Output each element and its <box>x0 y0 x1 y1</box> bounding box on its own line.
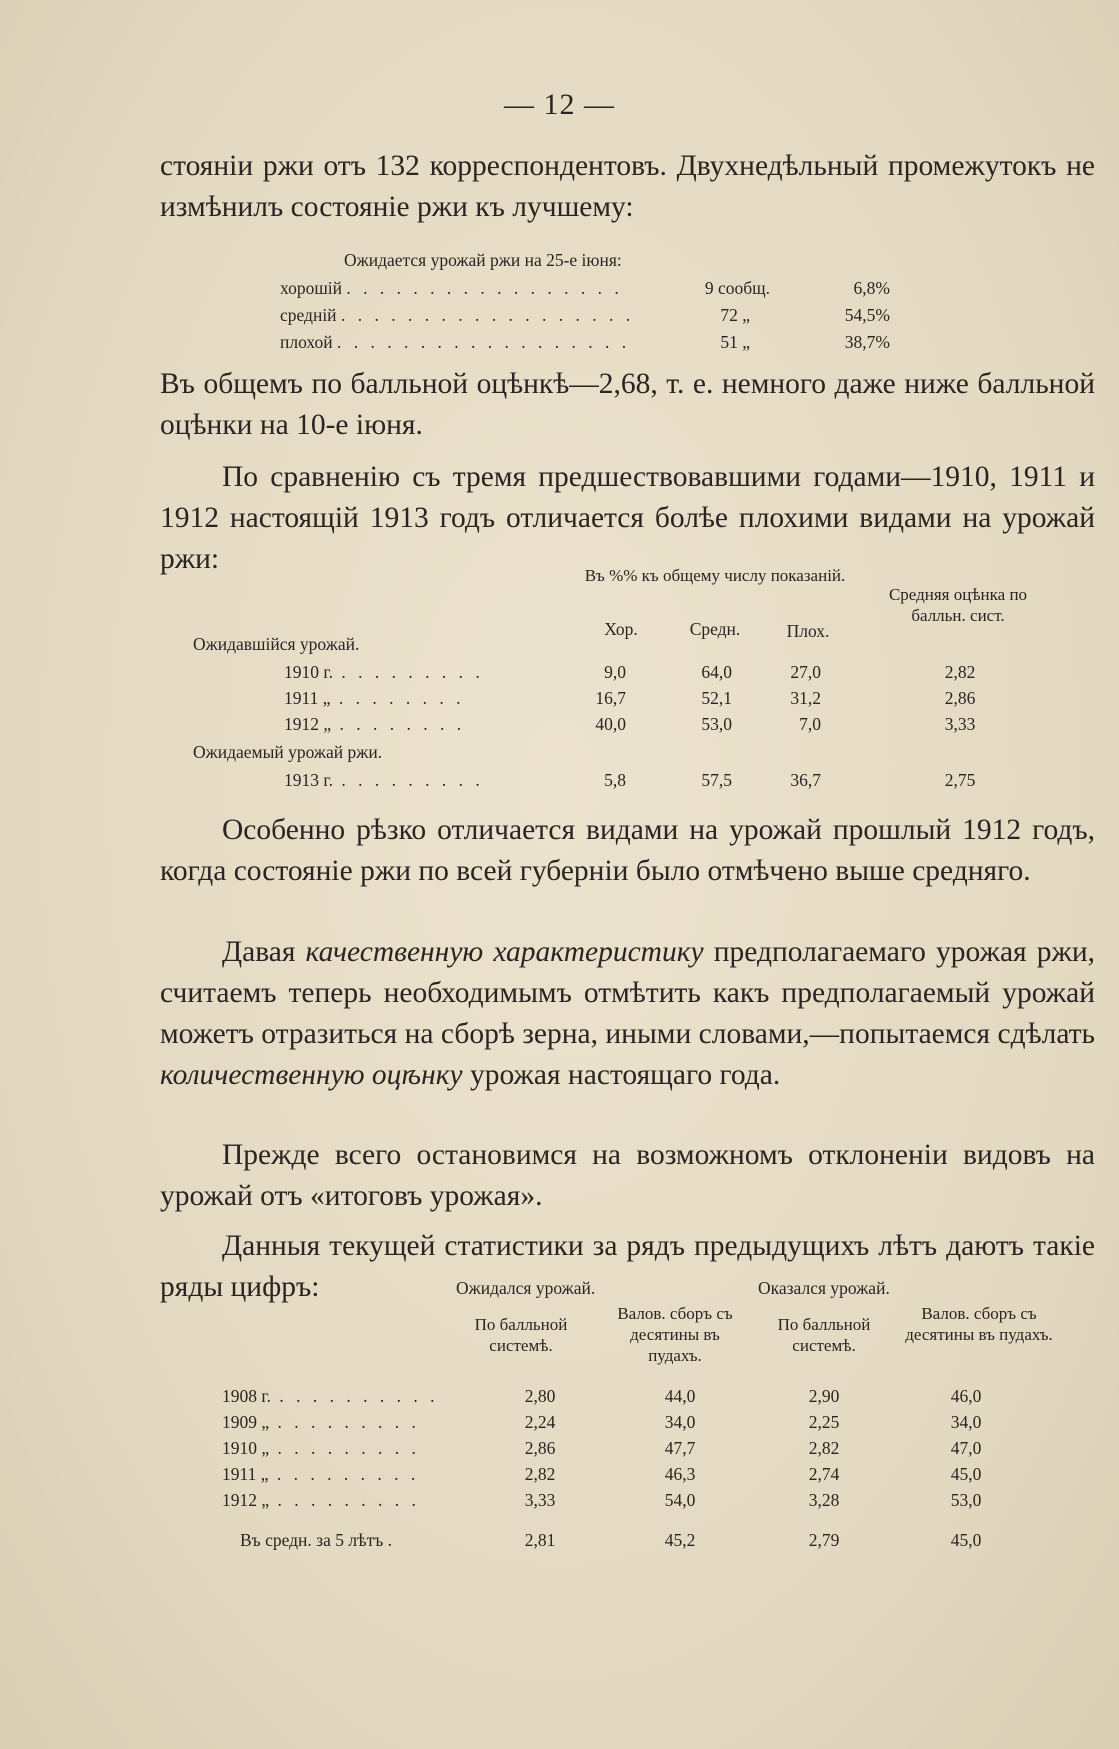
paragraph-6-text: Прежде всего остановимся на возможномъ отклоненiи видовъ на урожай отъ «итоговъ урожая». <box>160 1139 1095 1212</box>
table-3-year: 1912 „ . . . . . . . . . <box>222 1490 420 1510</box>
table-3-act-sbor: 46,0 <box>950 1386 982 1406</box>
table-3-act-ball: 2,74 <box>808 1464 840 1484</box>
table-2-year: 1911 „ . . . . . . . . <box>284 688 465 708</box>
table-3-year: 1909 „ . . . . . . . . . <box>222 1412 420 1432</box>
paragraph-7-text: Данныя текущей статистики за рядъ предыдущихъ лѣтъ даютъ такiе ряды цифръ: <box>160 1230 1095 1303</box>
paragraph-5-text <box>160 932 1095 1096</box>
paragraph-7 <box>160 1226 1095 1308</box>
table-3-act-ball: 2,25 <box>808 1412 840 1432</box>
table-3-act-sbor: 45,0 <box>950 1530 982 1550</box>
table-2-mid: 52,1 <box>701 688 732 708</box>
paragraph-1-text: стоянiи ржи отъ 132 корреспондентовъ. Двухнедѣльный промежутокъ не измѣнилъ состоянiе ржи къ лучшему: <box>160 150 1095 223</box>
table-3-exp-sbor: 44,0 <box>664 1386 696 1406</box>
italic-phrase: качественную характеристику <box>305 936 704 968</box>
table-2-bad: 7,0 <box>799 714 821 734</box>
paragraph-2 <box>160 364 1095 446</box>
table-2-avg: 2,82 <box>944 662 976 682</box>
table-3-exp-ball: 2,80 <box>524 1386 556 1406</box>
table-2-section-2: Ожидаемый урожай ржи. <box>193 742 383 762</box>
table-1-row-label: плохой <box>280 332 333 352</box>
table-2-avg-header: Средняя оцѣнка по балльн. сист. <box>888 585 1028 625</box>
table-2-mid: 57,5 <box>701 770 732 790</box>
table-3-exp-sbor: 34,0 <box>664 1412 696 1432</box>
table-2-mid: 53,0 <box>701 714 732 734</box>
table-3-exp-ball: 2,24 <box>524 1412 556 1432</box>
table-3-group-expected: Ожидался урожай. <box>456 1278 596 1298</box>
paragraph-2-text: Въ общемъ по балльной оцѣнкѣ—2,68, т. е. немного даже ниже балльной оцѣнки на 10-е iюня. <box>160 368 1095 441</box>
table-2-good: 5,8 <box>604 770 626 790</box>
paragraph-1 <box>160 146 1095 228</box>
paragraph-5-part: урожая настоящаго года. <box>462 1059 781 1091</box>
table-3-col-sbor-expected: Валов. сборъ съ десятины въ пудахъ. <box>617 1304 733 1365</box>
table-3-col-ball-expected: По балльной системѣ. <box>474 1315 568 1355</box>
paragraph-5-part: Давая <box>222 936 306 968</box>
table-1-row-label: среднiй <box>280 305 337 325</box>
table-2-year: 1912 „ . . . . . . . . <box>284 714 466 734</box>
table-3-year: 1911 „ . . . . . . . . . <box>222 1464 420 1484</box>
table-2-col-bad: Плох. <box>786 621 830 641</box>
table-3-act-ball: 2,79 <box>808 1530 840 1550</box>
table-1-count: 51 „ <box>720 332 750 352</box>
table-2-good: 40,0 <box>595 714 626 734</box>
table-1-pct: 6,8% <box>853 278 890 298</box>
table-3-exp-sbor: 45,2 <box>664 1530 696 1550</box>
table-3-act-ball: 3,28 <box>808 1490 840 1510</box>
table-3-group-actual: Оказался урожай. <box>758 1278 890 1298</box>
table-1-row <box>280 330 980 354</box>
table-2-col-good: Хор. <box>604 619 638 639</box>
paragraph-6 <box>160 1135 1095 1217</box>
table-3-exp-sbor: 47,7 <box>664 1438 696 1458</box>
table-3-act-ball: 2,82 <box>808 1438 840 1458</box>
italic-phrase: количественную оцѣнку <box>160 1059 463 1091</box>
table-2-bad: 36,7 <box>790 770 821 790</box>
table-3-exp-sbor: 46,3 <box>664 1464 696 1484</box>
table-1-count: 72 „ <box>720 305 750 325</box>
table-3-exp-ball: 2,82 <box>524 1464 556 1484</box>
table-3-exp-ball: 3,33 <box>524 1490 556 1510</box>
paragraph-5-part: предполагаемаго урожая ржи, считаемъ теперь необходимымъ отмѣтить какъ предполагаемый урожай можетъ отразиться на сборѣ зерна, иными словами,—попытаемся сдѣлать <box>160 936 1096 1050</box>
table-2-bad: 31,2 <box>790 688 821 708</box>
table-3-act-sbor: 53,0 <box>950 1490 982 1510</box>
table-1-row <box>280 303 980 327</box>
table-2-group-header: Въ %% къ общему числу показанiй. <box>584 566 846 585</box>
table-3-act-sbor: 45,0 <box>950 1464 982 1484</box>
table-2-year: 1913 г. . . . . . . . . . <box>284 770 484 790</box>
table-3-year: 1910 „ . . . . . . . . . <box>222 1438 420 1458</box>
page-number: — 12 — <box>504 88 615 121</box>
dot-leader: . . . . . . . . . . . . . . . . . <box>346 278 623 298</box>
table-1-pct: 38,7% <box>844 332 890 352</box>
paragraph-5 <box>160 932 1095 1096</box>
table-2-avg: 2,75 <box>944 770 976 790</box>
table-1-count: 9 сообщ. <box>704 278 770 298</box>
table-2-mid: 64,0 <box>701 662 732 682</box>
table-3-exp-ball: 2,81 <box>524 1530 556 1550</box>
table-1-pct: 54,5% <box>844 305 890 325</box>
table-2-good: 9,0 <box>604 662 626 682</box>
table-2-year: 1910 г. . . . . . . . . . <box>284 662 484 682</box>
paragraph-4 <box>160 810 1095 892</box>
table-2-section-1: Ожидавшiйся урожай. <box>193 634 360 654</box>
table-3-exp-sbor: 54,0 <box>664 1490 696 1510</box>
table-3-year: 1908 г. . . . . . . . . . . <box>222 1386 439 1406</box>
paragraph-4-text: Особенно рѣзко отличается видами на урожай прошлый 1912 годъ, когда состоянiе ржи по всей губернiи было отмѣчено выше средняго. <box>160 814 1095 887</box>
table-1-row <box>280 276 980 300</box>
table-3-col-sbor-actual: Валов. сборъ съ десятины въ пудахъ. <box>905 1304 1053 1344</box>
table-2-avg: 2,86 <box>944 688 976 708</box>
table-1-row-label: хорошiй <box>280 278 343 298</box>
table-2-good: 16,7 <box>595 688 626 708</box>
table-2-avg: 3,33 <box>944 714 976 734</box>
table-2-bad: 27,0 <box>790 662 821 682</box>
table-3-exp-ball: 2,86 <box>524 1438 556 1458</box>
paragraph-3-text: По сравненiю съ тремя предшествовавшими годами—1910, 1911 и 1912 настоящiй 1913 годъ отличается болѣе плохими видами на урожай ржи: <box>160 461 1095 575</box>
table-3-act-sbor: 34,0 <box>950 1412 982 1432</box>
table-3-average-label: Въ средн. за 5 лѣтъ . <box>240 1530 393 1550</box>
table-3-act-ball: 2,90 <box>808 1386 840 1406</box>
table-2-col-mid: Средн. <box>689 619 741 639</box>
table-3-act-sbor: 47,0 <box>950 1438 982 1458</box>
table-1-caption: Ожидается урожай ржи на 25-е iюня: <box>344 250 622 270</box>
paragraph-3 <box>160 457 1095 580</box>
dot-leader: . . . . . . . . . . . . . . . . . . <box>340 305 635 325</box>
table-3-col-ball-actual: По балльной системѣ. <box>777 1315 871 1355</box>
dot-leader: . . . . . . . . . . . . . . . . . . <box>337 332 631 352</box>
